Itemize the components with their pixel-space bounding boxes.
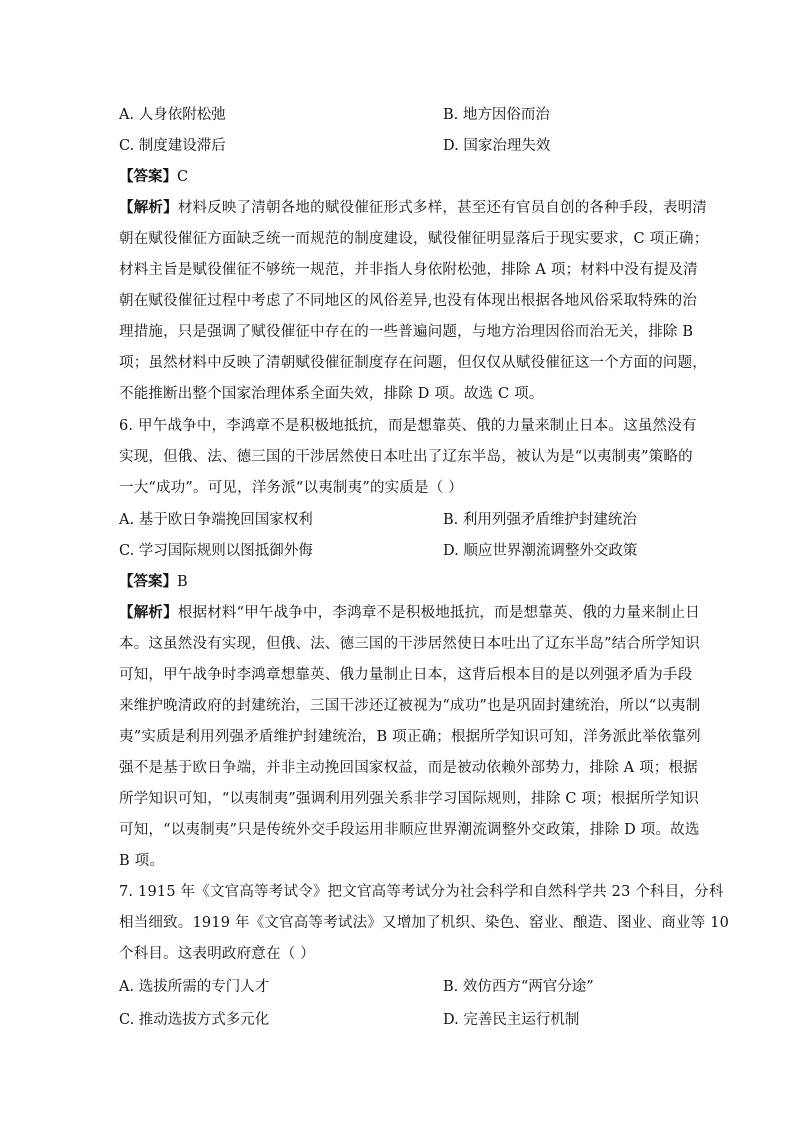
q6-analysis-line: 可知，甲午战争时李鸿章想靠英、俄力量制止日本，这背后根本目的是以列强矛盾为手段 bbox=[119, 667, 693, 683]
q7-option-d[interactable]: D. 完善民主运行机制 bbox=[443, 1012, 580, 1028]
q6-option-a[interactable]: A. 基于欧日争端挽回国家权利 bbox=[119, 512, 313, 528]
answer-tag: 【答案】 bbox=[119, 573, 177, 590]
q7-stem-line: 7. 1915 年《文官高等考试令》把文官高等考试分为社会科学和自然科学共 23 个科目，分科 bbox=[119, 884, 724, 900]
q7-option-c[interactable]: C. 推动选拔方式多元化 bbox=[119, 1012, 270, 1028]
q5-analysis-line: 朝在赋役催征方面缺乏统一而规范的制度建设，赋役催征明显落后于现实要求，C 项正确； bbox=[119, 231, 709, 247]
analysis-tag: 【解析】 bbox=[119, 604, 178, 621]
q5-option-c[interactable]: C. 制度建设滞后 bbox=[119, 138, 226, 154]
q7-stem-line: 相当细致。1919 年《文官高等考试法》又增加了机织、染色、窑业、酿造、图业、商业等 10 bbox=[119, 915, 730, 931]
q6-analysis-line: 所学知识可知，“以夷制夷”强调利用列强关系非学习国际规则，排除 C 项；根据所学知识 bbox=[119, 791, 700, 807]
q5-analysis-line: 理措施，只是强调了赋役催征中存在的一些普遍问题，与地方治理因俗而治无关，排除 B bbox=[119, 324, 694, 340]
q6-analysis-line: 本。这虽然没有实现，但俄、法、德三国的干涉居然使日本吐出了辽东半岛”结合所学知识 bbox=[119, 636, 700, 652]
q6-analysis-line: 夷”实质是利用列强矛盾维护封建统治，B 项正确；根据所学知识可知，洋务派此举依靠列 bbox=[119, 729, 701, 745]
answer-value: B bbox=[177, 574, 188, 590]
q5-option-a[interactable]: A. 人身依附松弛 bbox=[119, 107, 226, 123]
q6-option-d[interactable]: D. 顺应世界潮流调整外交政策 bbox=[443, 543, 638, 559]
q5-analysis-line: 朝在赋役催征过程中考虑了不同地区的风俗差异,也没有体现出根据各地风俗采取特殊的治 bbox=[119, 293, 698, 309]
q6-analysis-line: 强不是基于欧日争端，并非主动挽回国家权益，而是被动依赖外部势力，排除 A 项；根据 bbox=[119, 760, 698, 776]
q5-option-b[interactable]: B. 地方因俗而治 bbox=[443, 107, 550, 123]
answer-value: C bbox=[177, 169, 189, 185]
q6-analysis-line: 可知，“以夷制夷”只是传统外交手段运用非顺应世界潮流调整外交政策，排除 D 项。故选 bbox=[119, 822, 700, 838]
q5-answer bbox=[119, 165, 188, 186]
q6-stem-line: 一大“成功”。可见，洋务派“以夷制夷”的实质是（ ） bbox=[119, 480, 463, 496]
q7-stem-line: 个科目。这表明政府意在（ ） bbox=[119, 946, 315, 962]
q5-analysis-line: 材料主旨是赋役催征不够统一规范，并非指人身依附松弛，排除 A 项；材料中没有提及清 bbox=[119, 262, 698, 278]
q6-stem-line: 实现，但俄、法、德三国的干涉居然使日本吐出了辽东半岛，被认为是“以夷制夷”策略的 bbox=[119, 449, 693, 465]
q5-analysis-line: 【解析】材料反映了清朝各地的赋役催征形式多样，甚至还有官员自创的各种手段，表明清 bbox=[119, 199, 708, 216]
q7-option-b[interactable]: B. 效仿西方“两官分途” bbox=[443, 979, 594, 995]
q5-option-d[interactable]: D. 国家治理失效 bbox=[443, 138, 551, 154]
q6-analysis-line: B 项。 bbox=[119, 853, 165, 869]
q5-analysis-line: 不能推断出整个国家治理体系全面失效，排除 D 项。故选 C 项。 bbox=[119, 386, 544, 402]
q6-analysis-line: 【解析】根据材料“甲午战争中，李鸿章不是积极地抵抗，而是想靠英、俄的力量来制止日 bbox=[119, 604, 700, 621]
q6-analysis-line: 来维护晚清政府的封建统治，三国干涉还辽被视为“成功”也是巩固封建统治，所以“以夷制 bbox=[119, 698, 701, 714]
analysis-tag: 【解析】 bbox=[119, 199, 178, 216]
q6-option-b[interactable]: B. 利用列强矛盾维护封建统治 bbox=[443, 512, 637, 528]
q6-option-c[interactable]: C. 学习国际规则以图抵御外侮 bbox=[119, 543, 313, 559]
q6-stem-line: 6. 甲午战争中，李鸿章不是积极地抵抗，而是想靠英、俄的力量来制止日本。这虽然没有 bbox=[119, 418, 697, 434]
q7-option-a[interactable]: A. 选拔所需的专门人才 bbox=[119, 979, 270, 995]
q6-answer bbox=[119, 570, 188, 591]
answer-tag: 【答案】 bbox=[119, 168, 177, 185]
q5-analysis-line: 项；虽然材料中反映了清朝赋役催征制度存在问题，但仅仅从赋役催征这一个方面的问题， bbox=[119, 355, 707, 371]
